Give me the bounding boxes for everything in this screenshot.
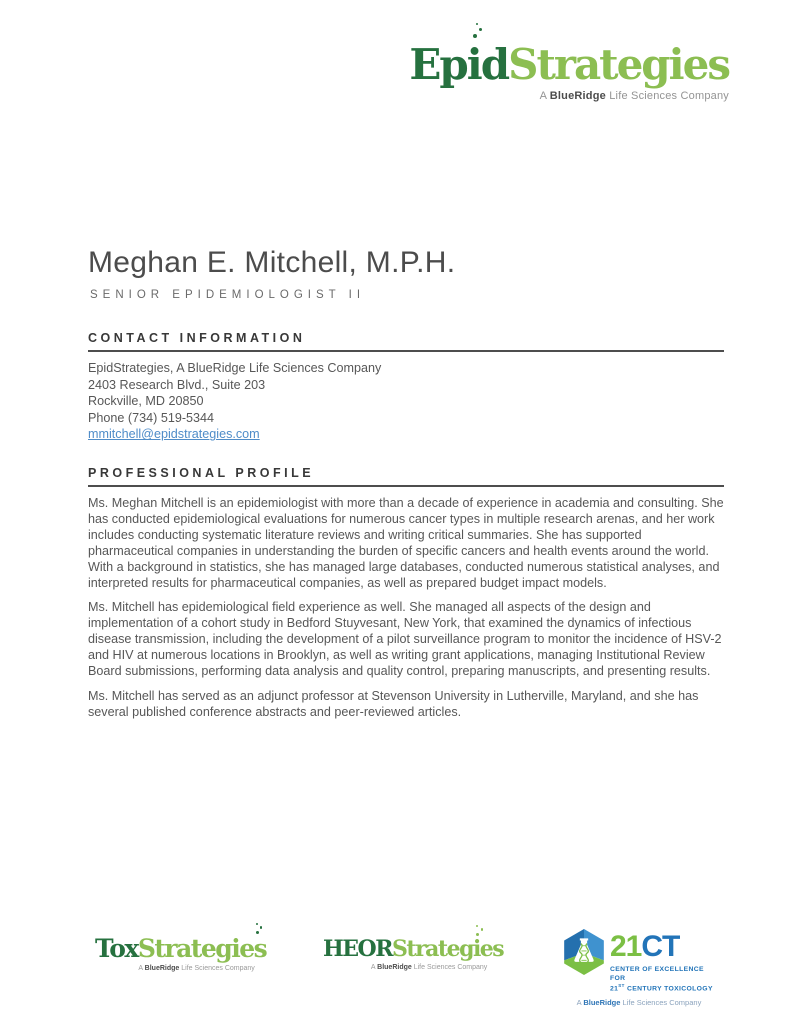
21ct-subtitle: CENTER OF EXCELLENCE FOR 21ST CENTURY TOXICOLOGY <box>610 966 713 993</box>
contact-street-line: 2403 Research Blvd., Suite 203 <box>88 377 266 392</box>
profile-paragraph: Ms. Mitchell has epidemiological field experience as well. She managed all aspects of the design and implementation of a cohort study in Bedford Stuyvesant, New York, that examined the dynamics of infectious disease transmission, including the development of a pilot surveillance program to monitor the incidence of HSV-2 and HIV at numerous locations in Brooklyn, as well as writing grant applications, managing Institutional Review Board submissions, performing data analysis and quality control, preparing manuscripts, and presenting results. <box>88 600 722 679</box>
bubble-dot-icon <box>476 925 478 927</box>
21ct-wordmark: 21CT <box>610 930 680 963</box>
contact-lines <box>88 360 724 443</box>
heor-tagline: A BlueRidge Life Sciences Company <box>370 964 488 971</box>
logo-part-epid <box>409 40 508 89</box>
profile-paragraph: Ms. Mitchell has served as an adjunct professor at Stevenson University in Lutherville, Maryland, and she has several published conference abstracts and peer-reviewed articles. <box>88 688 699 719</box>
epidstrategies-logo <box>409 40 729 102</box>
bubble-dot-icon <box>481 928 484 931</box>
job-title: SENIOR EPIDEMIOLOGIST II <box>90 289 366 301</box>
page-title: Meghan E. Mitchell, M.P.H. <box>88 246 456 279</box>
contact-section-header: CONTACT INFORMATION <box>88 331 724 352</box>
logo-epid-text: Epid <box>409 40 509 89</box>
toxstrategies-wordmark <box>95 936 266 961</box>
heorstrategies-wordmark <box>323 938 503 960</box>
bubble-dot-icon <box>479 28 482 31</box>
contact-section <box>88 331 724 443</box>
bubble-dot-icon <box>256 923 258 925</box>
heor-dark-text: HEOR <box>323 936 393 962</box>
toxstrategies-logo <box>95 936 266 972</box>
21ct-tagline: A BlueRidge Life Sciences Company <box>576 997 702 1007</box>
21ct-logo <box>563 928 715 1007</box>
bubble-dot-icon <box>473 34 477 38</box>
brand-tagline <box>409 90 729 102</box>
email-link[interactable]: mmitchell@epidstrategies.com <box>88 427 260 442</box>
heorstrategies-logo <box>323 938 503 971</box>
bubble-dot-icon <box>260 926 263 929</box>
footer-logos <box>0 928 791 1008</box>
heor-light-text: Strategies <box>392 936 504 962</box>
bubble-dot-icon <box>476 23 478 25</box>
contact-company-line: EpidStrategies, A BlueRidge Life Sciences Company <box>88 361 382 375</box>
tagline-blueridge: BlueRidge <box>549 90 606 102</box>
tox-dark-text: Tox <box>95 934 138 963</box>
contact-city-line: Rockville, MD 20850 <box>88 394 204 409</box>
logo-part-strategies: Strategies <box>508 40 729 89</box>
tagline-rest: Life Sciences Company <box>609 90 729 102</box>
contact-phone-line: Phone (734) 519-5344 <box>88 410 215 425</box>
hexagon-dna-icon <box>563 928 605 976</box>
profile-section <box>88 466 724 721</box>
epidstrategies-wordmark <box>409 40 729 89</box>
profile-paragraph: Ms. Meghan Mitchell is an epidemiologist with more than a decade of experience in academia and consulting. She has conducted epidemiological evaluations for numerous cancer types in multiple research arenas, and her work includes conducting systematic literature reviews and writing critical summaries. She has supported pharmaceutical companies in understanding the burden of specific cancers and health events around the world. With a background in statistics, she has managed large databases, conducted numerous statistical analyses, and interpreted results for pharmaceutical companies, as well as prepared budget impact models. <box>88 496 724 590</box>
tox-tagline: A BlueRidge Life Sciences Company <box>138 965 255 972</box>
tagline-a: A <box>539 90 547 102</box>
profile-section-header: PROFESSIONAL PROFILE <box>88 466 724 487</box>
tox-light-text: Strategies <box>137 934 267 963</box>
